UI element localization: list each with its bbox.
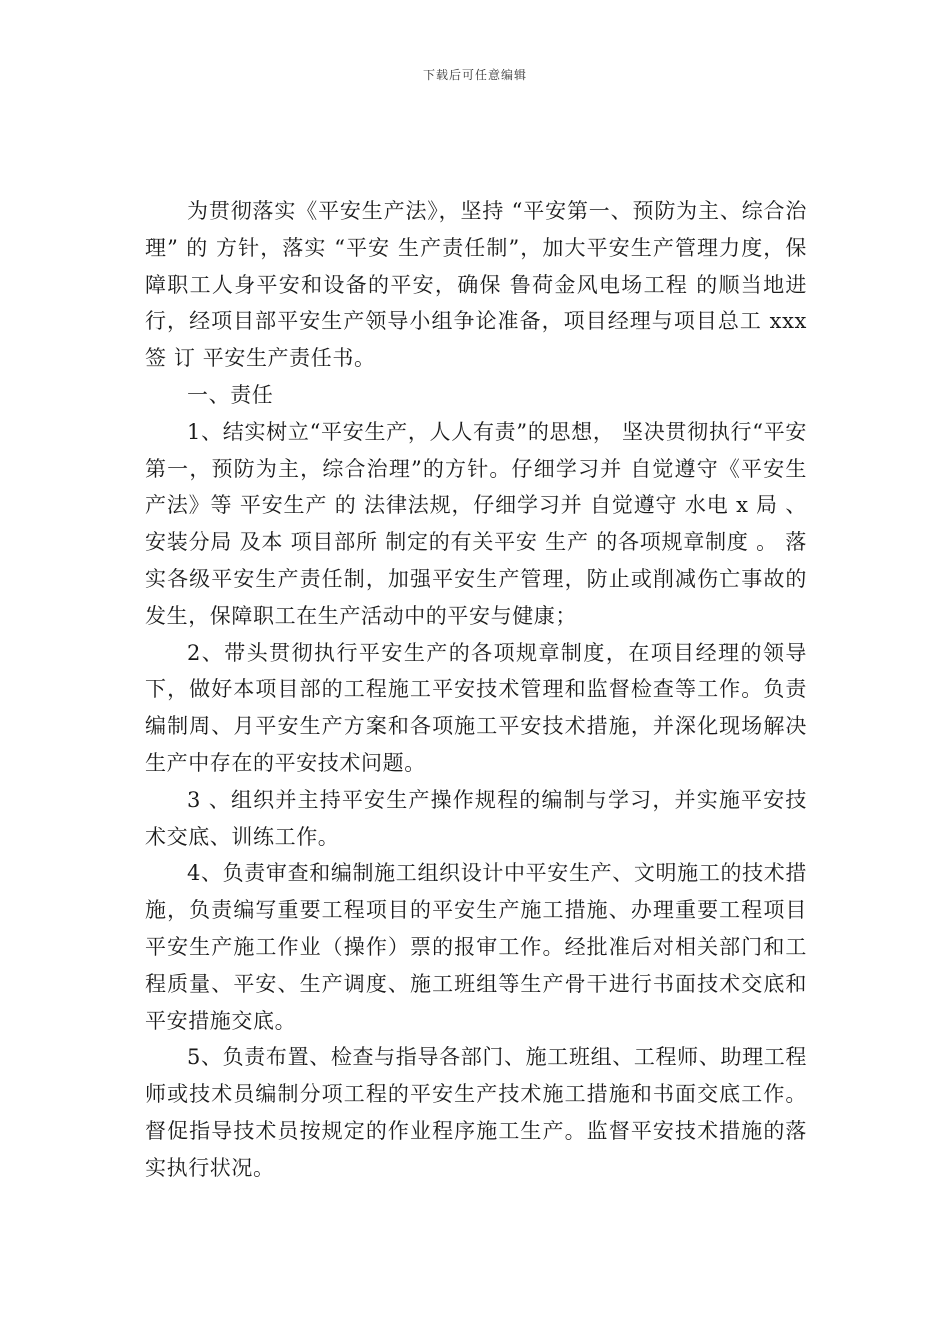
responsibility-item-5: 5、负责布置、检查与指导各部门、施工班组、工程师、助理工程师或技术员编制分项工程的平安生产技术施工措施和书面交底工作。督促指导技术员按规定的作业程序施工生产。监督平安技术措施的落实执行状况。	[145, 1045, 807, 1180]
responsibility-item-1: 1、结实树立“平安生产，人人有责”的思想， 坚决贯彻执行“平安第一，预防为主，综合治理”的方针。仔细学习并 自觉遵守《平安生产法》等 平安生产 的 法律法规，仔细学习并 自觉遵守 水电 x 局 、安装分局 及本 项目部所 制定的有关平安 生产 的各项规章制度 。 落实各级平安生产责任制，加强平安生产管理，防止或削减伤亡事故的发生，保障职工在生产活动中的平安与健康；	[145, 419, 807, 628]
responsibility-item-3: 3 、组织并主持平安生产操作规程的编制与学习，并实施平安技术交底、训练工作。	[145, 787, 807, 849]
responsibility-item-4: 4、负责审查和编制施工组织设计中平安生产、文明施工的技术措施，负责编写重要工程项目的平安生产施工措施、办理重要工程项目平安生产施工作业（操作）票的报审工作。经批准后对相关部门和工程质量、平安、生产调度、施工班组等生产骨干进行书面技术交底和平安措施交底。	[145, 861, 807, 1033]
intro-paragraph: 为贯彻落实《平安生产法》，坚持 “平安第一、预防为主、综合治理” 的 方针，落实 “平安 生产责任制”，加大平安生产管理力度，保障职工人身平安和设备的平安，确保 鲁荷金风电场工程 的顺当地进行，经项目部平安生产领导小组争论准备，项目经理与项目总工 xxx 签 订 平安生产责任书。	[145, 199, 807, 371]
document-body	[145, 193, 807, 1187]
responsibility-item-2: 2、带头贯彻执行平安生产的各项规章制度，在项目经理的领导下，做好本项目部的工程施工平安技术管理和监督检查等工作。负责编制周、月平安生产方案和各项施工平安技术措施，并深化现场解决生产中存在的平安技术问题。	[145, 640, 807, 775]
section-heading: 一、责任	[187, 382, 274, 407]
page-header: 下载后可任意编辑	[422, 68, 527, 82]
